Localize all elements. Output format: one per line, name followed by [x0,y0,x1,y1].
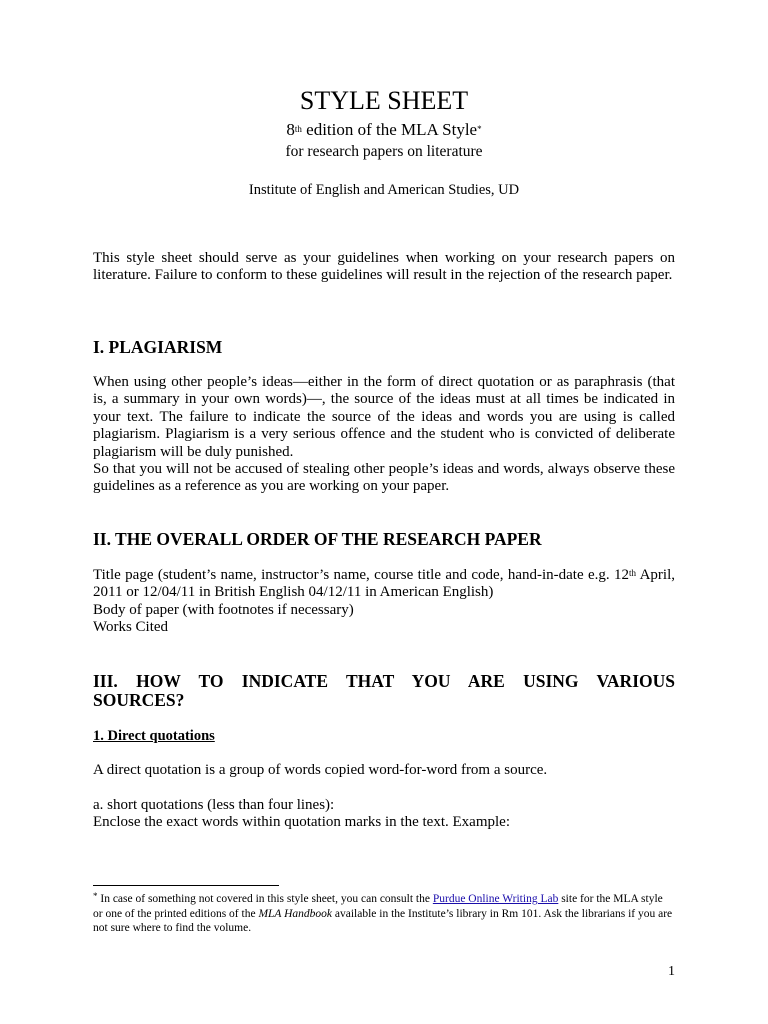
order-item-title-page-text-end: April, 2011 or 12/04/11 in British English 04/12/11 in American English) [93,567,675,601]
document-title [0,86,768,116]
intro-paragraph: This style sheet should serve as your guidelines when working on your research papers on literature. Failure to conform to these guidelines will result in the rejection of the research paper. [93,250,675,284]
section-heading-plagiarism: I. PLAGIARISM [93,337,223,357]
footnote-text: In case of something not covered in this style sheet, you can consult the [97,893,433,905]
institute-line [0,182,768,199]
mla-handbook-title: MLA Handbook [258,907,333,920]
plagiarism-paragraph-2: So that you will not be accused of stealing other people’s ideas and words, always observe these guidelines as a reference as you are working on your paper. [93,461,675,495]
edition-number: 8 [286,120,295,139]
order-item-title-page [93,567,675,602]
order-item-works-cited: Works Cited [93,619,169,635]
plagiarism-paragraph-1: When using other people’s ideas—either in the form of direct quotation or as paraphrasis (that is, a summary in your own words)—, the source of the ideas must at all times be indicated in your text. The failure to indicate the source of the ideas and words you are using is called plagiarism. Plagiarism is a very serious offence and the student who is convicted of deliberate plagiarism will be duly punished. [93,374,675,460]
subheading-direct-quotations: 1. Direct quotations [93,728,215,744]
edition-footnote-marker: * [477,123,482,134]
document-subtitle [0,143,768,161]
document-subtitle-text: for research papers on literature [285,143,483,160]
footnote [93,892,675,936]
order-item-title-page-text: Title page (student’s name, instructor’s name, course title and code, hand-in-date e.g. 12 [93,567,630,583]
edition-line [0,120,768,140]
section-heading-sources-line-2: SOURCES? [93,690,185,710]
footnote-separator [93,885,279,886]
footnote-text-continued: site for the MLA style or one of the printed editions of the [93,893,663,920]
order-item-body: Body of paper (with footnotes if necessary) [93,602,354,618]
edition-text: edition of the MLA Style [301,120,478,139]
page-number: 1 [668,964,675,979]
date-ordinal-superscript: th [629,567,637,578]
purdue-owl-link[interactable]: Purdue Online Writing Lab [432,893,559,905]
short-quotations-item: a. short quotations (less than four lines): [93,797,335,813]
edition-superscript: th [294,123,302,134]
footnote-marker: * [93,890,98,901]
footnote-text-end: available in the Institute’s library in Rm 101. Ask the librarians if you are not sure where to find the volume. [93,907,673,934]
institute-text: Institute of English and American Studies, UD [248,182,520,198]
section-heading-sources-line-1: III. HOW TO INDICATE THAT YOU ARE USING VARIOUS [93,671,675,691]
document-title-text: STYLE SHEET [299,86,469,115]
direct-quotation-definition: A direct quotation is a group of words copied word-for-word from a source. [93,762,548,778]
short-quotations-instruction: Enclose the exact words within quotation marks in the text. Example: [93,814,510,830]
section-heading-overall-order: II. THE OVERALL ORDER OF THE RESEARCH PAPER [93,529,542,549]
